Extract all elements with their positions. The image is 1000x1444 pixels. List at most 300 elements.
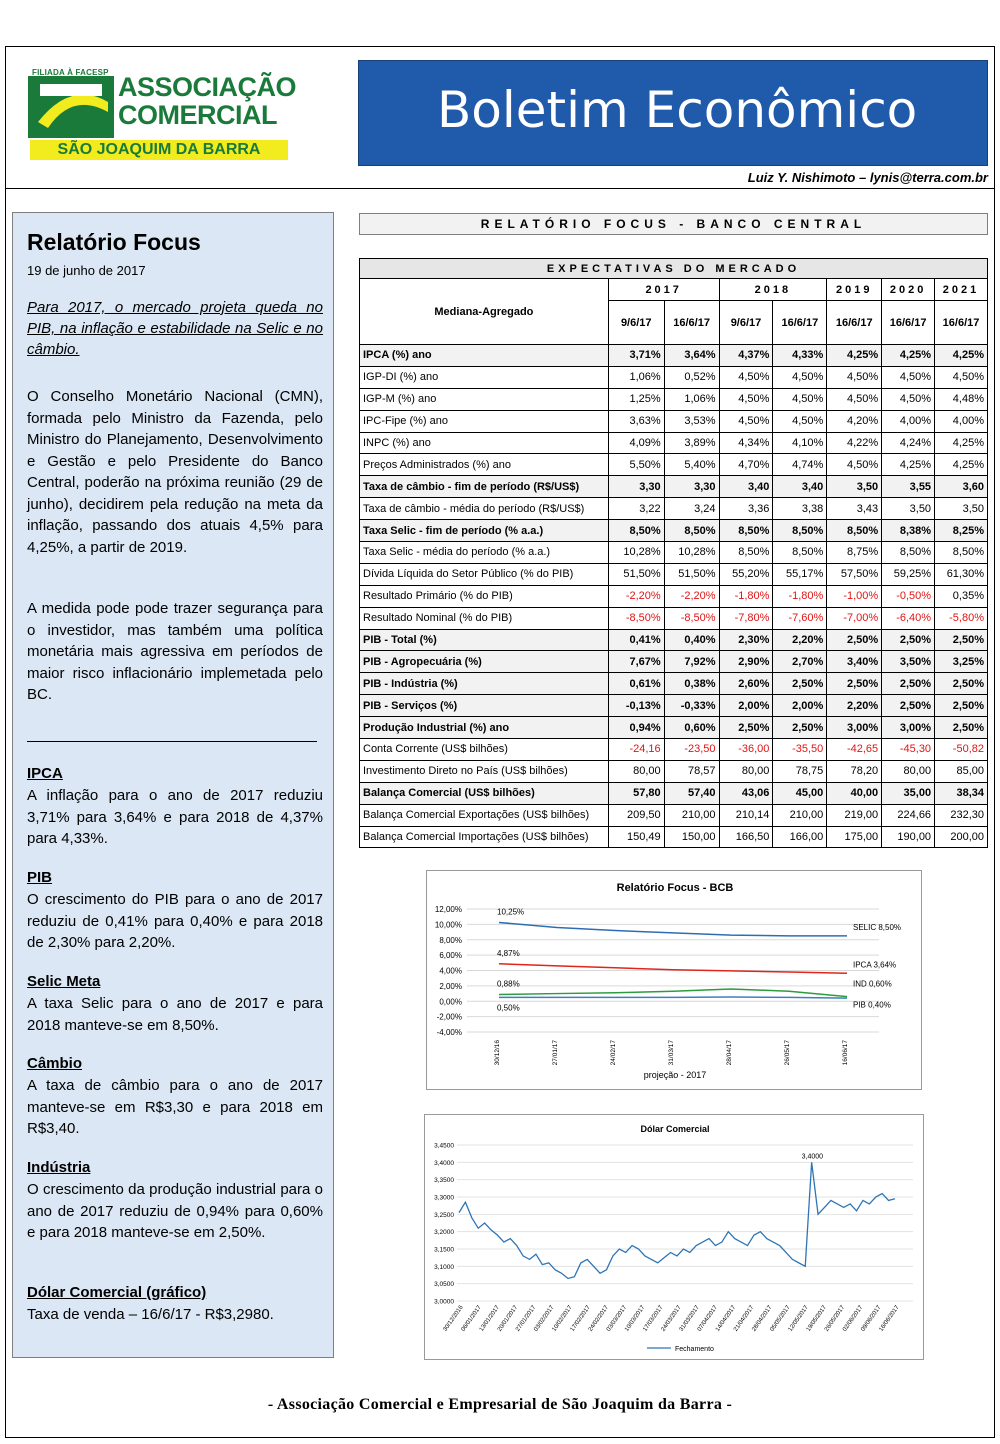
table-cell: 4,37% <box>719 345 773 367</box>
table-cell: 3,60 <box>935 476 988 498</box>
table-cell: 8,50% <box>608 520 664 542</box>
table-cell: 4,50% <box>935 366 988 388</box>
table-row <box>360 366 988 388</box>
table-row <box>360 739 988 761</box>
x-tick-label: 19/05/2017 <box>805 1304 828 1333</box>
series-start-label: 0,88% <box>497 979 520 989</box>
table-cell: 2,50% <box>882 695 935 717</box>
table-cell: 3,64% <box>664 345 719 367</box>
table-cell: -2,20% <box>664 585 719 607</box>
table-cell: -0,33% <box>664 695 719 717</box>
date-header: 9/6/17 <box>608 301 664 345</box>
row-label: Balança Comercial Exportações (US$ bilhões) <box>360 804 609 826</box>
x-axis-label: projeção - 2017 <box>643 1070 707 1080</box>
table-cell: 8,50% <box>882 542 935 564</box>
series-end-label: PIB 0,40% <box>853 1000 891 1010</box>
table-cell: 3,40 <box>719 476 773 498</box>
x-tick-label: 21/04/2017 <box>733 1304 756 1333</box>
x-tick-label: 24/02/17 <box>610 1040 617 1066</box>
x-tick-label: 03/03/2017 <box>605 1304 629 1333</box>
table-row <box>360 454 988 476</box>
table-cell: 4,50% <box>773 388 827 410</box>
year-header: 2021 <box>935 279 988 301</box>
table-row <box>360 476 988 498</box>
x-tick-label: 07/04/2017 <box>696 1304 719 1333</box>
table-cell: 2,50% <box>935 629 988 651</box>
sidebar-date: 19 de junho de 2017 <box>27 263 146 278</box>
date-header: 16/6/17 <box>827 301 882 345</box>
table-cell: -0,13% <box>608 695 664 717</box>
x-tick-label: 09/06/2017 <box>860 1304 883 1333</box>
table-cell: 232,30 <box>935 804 988 826</box>
logo-affiliation: FILIADA À FACESP <box>32 68 109 77</box>
table-cell: 51,50% <box>608 563 664 585</box>
table-cell: -23,50 <box>664 739 719 761</box>
table-row <box>360 388 988 410</box>
x-tick-label: 03/02/2017 <box>533 1304 556 1333</box>
table-cell: 7,67% <box>608 651 664 673</box>
table-cell: -42,65 <box>827 739 882 761</box>
table-row <box>360 782 988 804</box>
table-cell: 210,14 <box>719 804 773 826</box>
table-row <box>360 498 988 520</box>
table-cell: 8,25% <box>935 520 988 542</box>
table-cell: 4,33% <box>773 345 827 367</box>
series-line-pib <box>499 997 847 998</box>
table-cell: 2,50% <box>935 673 988 695</box>
table-cell: -7,00% <box>827 607 882 629</box>
table-cell: 2,50% <box>882 673 935 695</box>
row-label: Taxa Selic - fim de período (% a.a.) <box>360 520 609 542</box>
table-cell: 8,50% <box>719 520 773 542</box>
table-cell: 209,50 <box>608 804 664 826</box>
table-cell: -7,80% <box>719 607 773 629</box>
table-cell: -45,30 <box>882 739 935 761</box>
table-cell: 219,00 <box>827 804 882 826</box>
sidebar-divider <box>27 741 317 742</box>
dolar-line-chart-svg <box>425 1115 925 1361</box>
row-label: Resultado Primário (% do PIB) <box>360 585 609 607</box>
table-cell: 57,40 <box>664 782 719 804</box>
table-cell: 0,60% <box>664 717 719 739</box>
table-cell: 8,50% <box>773 542 827 564</box>
table-cell: 2,50% <box>935 695 988 717</box>
row-label: PIB - Total (%) <box>360 629 609 651</box>
table-row <box>360 520 988 542</box>
table-cell: 4,25% <box>882 345 935 367</box>
table-row <box>360 804 988 826</box>
table-cell: 4,25% <box>935 454 988 476</box>
table-cell: 4,24% <box>882 432 935 454</box>
table-cell: 78,75 <box>773 760 827 782</box>
table-cell: 2,50% <box>882 629 935 651</box>
table-cell: 8,50% <box>719 542 773 564</box>
row-label: PIB - Serviços (%) <box>360 695 609 717</box>
table-cell: 57,80 <box>608 782 664 804</box>
table-cell: -36,00 <box>719 739 773 761</box>
table-cell: 8,50% <box>827 520 882 542</box>
table-cell: 2,20% <box>773 629 827 651</box>
table-cell: 210,00 <box>664 804 719 826</box>
x-tick-label: 30/12/2016 <box>442 1304 465 1333</box>
row-label: IPCA (%) ano <box>360 345 609 367</box>
table-cell: 150,00 <box>664 826 719 848</box>
section-text-cambio: A taxa de câmbio para o ano de 2017 manteve-se em R$3,30 e para 2018 em R$3,40. <box>27 1077 323 1137</box>
y-tick-label: 3,3500 <box>434 1177 454 1185</box>
table-cell: 3,50 <box>882 498 935 520</box>
table-cell: 4,09% <box>608 432 664 454</box>
table-cell: 3,30 <box>608 476 664 498</box>
series-line-ind <box>499 989 847 997</box>
table-cell: 1,06% <box>664 388 719 410</box>
row-label: Balança Comercial (US$ bilhões) <box>360 782 609 804</box>
table-cell: 5,50% <box>608 454 664 476</box>
table-cell: -5,80% <box>935 607 988 629</box>
table-cell: 3,30 <box>664 476 719 498</box>
table-cell: -2,20% <box>608 585 664 607</box>
section-text-pib: O crescimento do PIB para o ano de 2017 reduziu de 0,41% para 0,40% e para 2018 de 2,30% para 2,20%. <box>27 891 323 951</box>
peak-label: 3,4000 <box>801 1153 824 1161</box>
table-cell: 166,50 <box>719 826 773 848</box>
table-cell: -24,16 <box>608 739 664 761</box>
table-cell: 0,41% <box>608 629 664 651</box>
table-cell: 1,25% <box>608 388 664 410</box>
table-row <box>360 717 988 739</box>
footer: - Associação Comercial e Empresarial de São Joaquim da Barra - <box>267 1396 733 1413</box>
table-cell: 43,06 <box>719 782 773 804</box>
date-header: 16/6/17 <box>773 301 827 345</box>
table-cell: -8,50% <box>664 607 719 629</box>
logo <box>22 60 297 168</box>
row-label: Resultado Nominal (% do PIB) <box>360 607 609 629</box>
y-tick-label: 3,2000 <box>434 1229 454 1237</box>
x-tick-label: 17/03/2017 <box>642 1304 665 1333</box>
y-tick-label: 12,00% <box>434 905 462 914</box>
table-cell: 3,43 <box>827 498 882 520</box>
table-cell: 224,66 <box>882 804 935 826</box>
x-tick-label: 28/04/17 <box>726 1040 733 1066</box>
y-tick-label: 8,00% <box>439 935 462 945</box>
row-label: Taxa de câmbio - fim de período (R$/US$) <box>360 476 609 498</box>
y-tick-label: 3,2500 <box>434 1211 454 1219</box>
sidebar-paragraph: A medida pode pode trazer segurança para o investidor, mas também uma política monetária mais agressiva em períodos de maior risco inflacionário implemetada pelo BC. <box>27 600 323 703</box>
sidebar-title: Relatório Focus <box>27 229 201 255</box>
table-cell: 8,50% <box>935 542 988 564</box>
row-label: Produção Industrial (%) ano <box>360 717 609 739</box>
x-tick-label: 26/05/17 <box>784 1040 791 1066</box>
table-cell: 2,00% <box>719 695 773 717</box>
table-cell: 4,10% <box>773 432 827 454</box>
table-cell: 3,00% <box>882 717 935 739</box>
row-label: Taxa Selic - média do período (% a.a.) <box>360 542 609 564</box>
table-cell: 10,28% <box>608 542 664 564</box>
table-cell: 0,35% <box>935 585 988 607</box>
table-cell: 2,50% <box>935 717 988 739</box>
sidebar <box>12 212 334 1358</box>
table-cell: 51,50% <box>664 563 719 585</box>
table-cell: 78,20 <box>827 760 882 782</box>
table-cell: 59,25% <box>882 563 935 585</box>
table-cell: 8,50% <box>773 520 827 542</box>
table-cell: 38,34 <box>935 782 988 804</box>
series-line-ipca <box>499 964 847 973</box>
table-cell: 4,48% <box>935 388 988 410</box>
year-header: 2017 <box>608 279 719 301</box>
table-cell: 4,50% <box>827 454 882 476</box>
table-cell: 200,00 <box>935 826 988 848</box>
date-header: 9/6/17 <box>719 301 773 345</box>
x-tick-label: 05/05/2017 <box>769 1304 792 1333</box>
logo-line2: COMERCIAL <box>118 100 277 130</box>
y-tick-label: 3,0500 <box>434 1281 454 1289</box>
table-cell: 80,00 <box>719 760 773 782</box>
series-start-label: 0,50% <box>497 1003 520 1013</box>
table-cell: 4,50% <box>827 366 882 388</box>
table-cell: 4,00% <box>882 410 935 432</box>
x-tick-label: 14/04/2017 <box>714 1304 738 1333</box>
table-cell: -0,50% <box>882 585 935 607</box>
table-cell: 8,75% <box>827 542 882 564</box>
x-tick-label: 30/12/16 <box>494 1040 501 1066</box>
table-cell: 55,20% <box>719 563 773 585</box>
table-cell: 40,00 <box>827 782 882 804</box>
x-tick-label: 16/06/17 <box>842 1040 849 1066</box>
year-header: 2020 <box>882 279 935 301</box>
table-cell: 166,00 <box>773 826 827 848</box>
y-tick-label: 3,4500 <box>434 1142 454 1150</box>
table-cell: 2,50% <box>719 717 773 739</box>
focus-line-chart-svg <box>427 871 923 1091</box>
x-tick-label: 27/01/17 <box>552 1040 559 1066</box>
sidebar-paragraph: O Conselho Monetário Nacional (CMN), formada pelo Ministro da Fazenda, pelo Ministro do Planejamento, Desenvolvimento e Gestão e pelo Presidente do Banco Central, poderão na próxima reunião (29 de junho), decidirem pela redução na meta da inflação, passando dos atuais 4,5% para 4,25%, a partir de 2019. <box>27 388 323 556</box>
x-tick-label: 26/05/2017 <box>823 1304 847 1333</box>
table-row <box>360 695 988 717</box>
table-cell: 3,55 <box>882 476 935 498</box>
table-cell: 4,50% <box>827 388 882 410</box>
table-cell: 210,00 <box>773 804 827 826</box>
row-label: IPC-Fipe (%) ano <box>360 410 609 432</box>
table-cell: 4,20% <box>827 410 882 432</box>
table-cell: 85,00 <box>935 760 988 782</box>
row-header: Mediana-Agregado <box>360 279 609 345</box>
table-cell: 3,50% <box>882 651 935 673</box>
y-tick-label: -2,00% <box>436 1012 462 1022</box>
sidebar-lead: Para 2017, o mercado projeta queda no PIB, na inflação e estabilidade na Selic e no câmbio. <box>27 299 323 358</box>
table-cell: 5,40% <box>664 454 719 476</box>
row-label: IGP-M (%) ano <box>360 388 609 410</box>
series-start-label: 4,87% <box>497 948 520 958</box>
table-cell: 175,00 <box>827 826 882 848</box>
table-row <box>360 345 988 367</box>
year-header: 2018 <box>719 279 827 301</box>
chart-title: Relatório Focus - BCB <box>616 882 734 894</box>
table-cell: 3,71% <box>608 345 664 367</box>
table-cell: 2,50% <box>773 717 827 739</box>
table-cell: 4,50% <box>882 388 935 410</box>
legend-label: Fechamento <box>675 1346 714 1353</box>
dolar-line-chart <box>424 1114 924 1360</box>
row-label: PIB - Agropecuária (%) <box>360 651 609 673</box>
table-cell: -8,50% <box>608 607 664 629</box>
section-text-industria: O crescimento da produção industrial para o ano de 2017 reduziu de 0,94% para 0,60% e para 2018 manteve-se em 2,50%. <box>27 1181 323 1241</box>
section-heading-cambio: Câmbio <box>27 1055 83 1072</box>
table-row <box>360 826 988 848</box>
table-cell: 55,17% <box>773 563 827 585</box>
table-cell: 0,94% <box>608 717 664 739</box>
table-cell: 2,50% <box>827 629 882 651</box>
table-row <box>360 410 988 432</box>
y-tick-label: 3,3000 <box>434 1194 454 1202</box>
table-cell: 2,20% <box>827 695 882 717</box>
table-cell: 4,25% <box>882 454 935 476</box>
y-tick-label: -4,00% <box>436 1028 462 1037</box>
row-label: IGP-DI (%) ano <box>360 366 609 388</box>
table-cell: 1,06% <box>608 366 664 388</box>
table-cell: 2,70% <box>773 651 827 673</box>
table-cell: 4,34% <box>719 432 773 454</box>
table-row <box>360 563 988 585</box>
table-cell: 0,61% <box>608 673 664 695</box>
y-tick-label: 3,1500 <box>434 1246 454 1254</box>
table-cell: 4,74% <box>773 454 827 476</box>
year-header: 2019 <box>827 279 882 301</box>
section-text-dolar: Taxa de venda – 16/6/17 - R$3,2980. <box>27 1306 274 1323</box>
table-cell: 10,28% <box>664 542 719 564</box>
table-cell: 3,36 <box>719 498 773 520</box>
row-label: Dívida Líquida do Setor Público (% do PIB) <box>360 563 609 585</box>
series-end-label: IPCA 3,64% <box>853 960 897 970</box>
x-tick-label: 10/03/2017 <box>624 1304 647 1333</box>
row-label: Preços Administrados (%) ano <box>360 454 609 476</box>
table-cell: 7,92% <box>664 651 719 673</box>
table-cell: -7,60% <box>773 607 827 629</box>
section-heading-industria: Indústria <box>27 1159 91 1176</box>
table-cell: 3,40% <box>827 651 882 673</box>
row-label: Balança Comercial Importações (US$ bilhões) <box>360 826 609 848</box>
x-tick-label: 17/02/2017 <box>569 1304 592 1333</box>
y-tick-label: 3,4000 <box>434 1159 454 1167</box>
table-cell: 150,49 <box>608 826 664 848</box>
table-row <box>360 542 988 564</box>
x-tick-label: 20/01/2017 <box>496 1304 520 1333</box>
table-cell: 80,00 <box>882 760 935 782</box>
date-header: 16/6/17 <box>882 301 935 345</box>
series-end-label: IND 0,60% <box>853 979 892 989</box>
row-label: Conta Corrente (US$ bilhões) <box>360 739 609 761</box>
table-row <box>360 651 988 673</box>
page-title: Boletim Econômico <box>437 81 918 139</box>
table-cell: 3,38 <box>773 498 827 520</box>
x-tick-label: 28/04/2017 <box>751 1304 774 1333</box>
table-cell: 0,40% <box>664 629 719 651</box>
table-row <box>360 673 988 695</box>
row-label: Investimento Direto no País (US$ bilhões) <box>360 760 609 782</box>
table-cell: 190,00 <box>882 826 935 848</box>
table-cell: 4,50% <box>773 410 827 432</box>
table-cell: 2,90% <box>719 651 773 673</box>
table-cell: 3,00% <box>827 717 882 739</box>
x-tick-label: 06/01/2017 <box>460 1304 483 1333</box>
table-cell: -1,80% <box>719 585 773 607</box>
table-cell: -1,00% <box>827 585 882 607</box>
table-cell: 78,57 <box>664 760 719 782</box>
series-end-label: SELIC 8,50% <box>853 922 902 932</box>
row-label: INPC (%) ano <box>360 432 609 454</box>
table-cell: 2,50% <box>773 673 827 695</box>
header-rule <box>5 188 995 189</box>
table-row <box>360 629 988 651</box>
table-cell: -35,50 <box>773 739 827 761</box>
table-cell: -50,82 <box>935 739 988 761</box>
section-text-selic: A taxa Selic para o ano de 2017 e para 2018 manteve-se em 8,50%. <box>27 995 323 1034</box>
title-banner <box>358 60 988 166</box>
table-cell: 3,22 <box>608 498 664 520</box>
date-header: 16/6/17 <box>935 301 988 345</box>
author-line: Luiz Y. Nishimoto – lynis@terra.com.br <box>747 170 988 185</box>
table-cell: 8,50% <box>664 520 719 542</box>
table-cell: 4,50% <box>773 366 827 388</box>
date-header: 16/6/17 <box>664 301 719 345</box>
table-cell: 4,50% <box>719 388 773 410</box>
row-label: PIB - Indústria (%) <box>360 673 609 695</box>
section-heading-dolar: Dólar Comercial (gráfico) <box>27 1284 207 1301</box>
y-tick-label: 6,00% <box>439 951 462 961</box>
table-cell: 3,40 <box>773 476 827 498</box>
table-cell: 3,89% <box>664 432 719 454</box>
x-tick-label: 24/02/2017 <box>587 1304 610 1333</box>
x-tick-label: 16/06/2017 <box>878 1304 901 1333</box>
table-cell: 2,00% <box>773 695 827 717</box>
table-cell: 2,60% <box>719 673 773 695</box>
table-cell: 3,50 <box>827 476 882 498</box>
y-tick-label: 0,00% <box>439 997 462 1007</box>
table-row <box>360 760 988 782</box>
x-tick-label: 31/03/2017 <box>678 1304 701 1333</box>
x-tick-label: 24/03/2017 <box>660 1304 683 1333</box>
section-text-ipca: A inflação para o ano de 2017 reduziu 3,71% para 3,64% e para 2018 de 4,37% para 4,33%. <box>27 787 323 847</box>
section-heading-pib: PIB <box>27 869 53 886</box>
x-tick-label: 13/01/2017 <box>478 1304 501 1333</box>
table-cell: 3,63% <box>608 410 664 432</box>
table-cell: 80,00 <box>608 760 664 782</box>
y-tick-label: 4,00% <box>439 966 462 976</box>
section-heading-selic: Selic Meta <box>27 973 101 990</box>
x-tick-label: 02/06/2017 <box>842 1304 865 1333</box>
section-heading-ipca: IPCA <box>27 765 63 782</box>
report-banner: RELATÓRIO FOCUS - BANCO CENTRAL <box>359 213 988 235</box>
logo-city: SÃO JOAQUIM DA BARRA <box>30 140 288 160</box>
focus-line-chart <box>426 870 922 1090</box>
x-tick-label: 31/03/17 <box>668 1040 675 1066</box>
table-row <box>360 585 988 607</box>
table-cell: 0,38% <box>664 673 719 695</box>
logo-line1: ASSOCIAÇÃO <box>118 72 297 102</box>
row-label: Taxa de câmbio - média do período (R$/US$) <box>360 498 609 520</box>
table-cell: -1,80% <box>773 585 827 607</box>
y-tick-label: 3,0000 <box>434 1298 454 1306</box>
table-cell: 4,70% <box>719 454 773 476</box>
series-start-label: 10,25% <box>497 907 525 917</box>
table-cell: 2,30% <box>719 629 773 651</box>
table-cell: -6,40% <box>882 607 935 629</box>
x-tick-label: 10/02/2017 <box>551 1304 574 1333</box>
table-row <box>360 607 988 629</box>
x-tick-label: 27/01/2017 <box>515 1304 538 1333</box>
table-cell: 4,25% <box>935 345 988 367</box>
table-cell: 4,50% <box>719 366 773 388</box>
table-cell: 4,25% <box>827 345 882 367</box>
y-tick-label: 2,00% <box>439 981 462 991</box>
